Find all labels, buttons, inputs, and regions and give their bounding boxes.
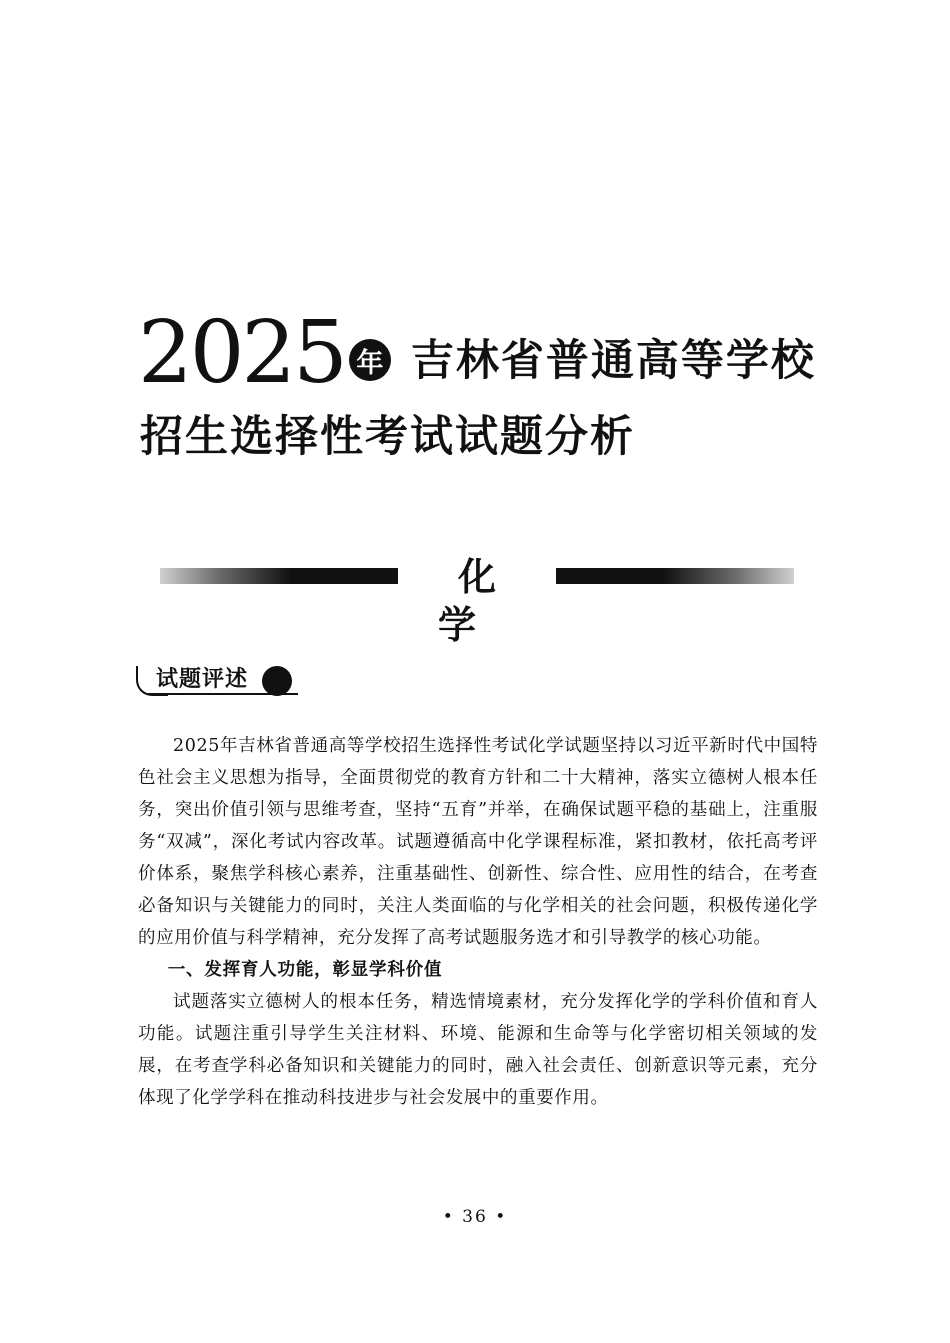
title-year: 2025 <box>138 303 345 403</box>
title-line-2: 招生选择性考试试题分析 <box>140 412 635 462</box>
title-line-1 <box>138 305 816 401</box>
section-dot-decoration <box>262 666 292 696</box>
subheading-1: 一、发挥育人功能，彰显学科价值 <box>167 960 443 980</box>
page-number: • 36 • <box>442 1207 508 1227</box>
intro-paragraph: 2025年吉林省普通高等学校招生选择性考试化学试题坚持以习近平新时代中国特色社会主义思想为指导，全面贯彻党的教育方针和二十大精神，落实立德树人根本任务，突出价值引领与思维考查，坚持“五育”并举，在确保试题平稳的基础上，注重服务“双减”，深化考试内容改革。试题遵循高中化学课程标准，紧扣教材，依托高考评价体系，聚焦学科核心素养，注重基础性、创新性、综合性、应用性的结合，在考查必备知识与关键能力的同时，关注人类面临的与化学相关的社会问题，积极传递化学的应用价值与科学精神，充分发挥了高考试题服务选才和引导教学的核心功能。 <box>138 736 818 948</box>
paragraph-2: 试题落实立德树人的根本任务，精选情境素材，充分发挥化学的学科价值和育人功能。试题注重引导学生关注材料、环境、能源和生命等与化学密切相关领域的发展，在考查学科必备知识和关键能力的同时，融入社会责任、创新意识等元素，充分体现了化学学科在推动科技进步与社会发展中的重要作用。 <box>138 992 818 1108</box>
subject-bar-left <box>160 568 398 584</box>
subject-title: 化 学 <box>437 554 536 647</box>
title-block <box>138 305 816 464</box>
subject-banner <box>160 553 794 647</box>
subject-bar-right <box>556 568 794 584</box>
section-heading-label: 试题评述 <box>156 667 249 692</box>
title-main: 吉林省普通高等学校 <box>410 335 816 386</box>
body-text <box>138 730 818 1114</box>
year-badge: 年 <box>349 339 391 381</box>
